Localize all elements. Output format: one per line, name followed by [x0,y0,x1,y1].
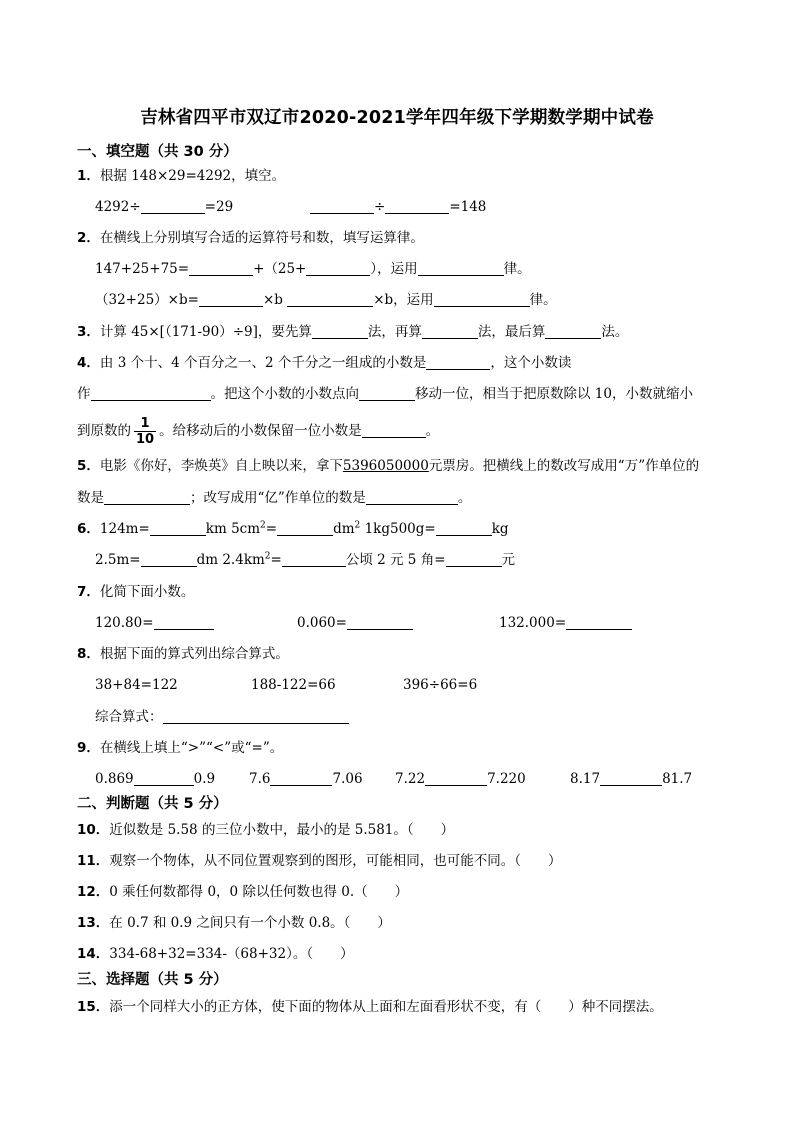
question-1: 1．根据 148×29=4292，填空。 [77,168,286,184]
question-9-blanks: 0.869 0.9 7.6 7.06 7.22 7.220 8.17 81.7 [95,771,693,787]
answer-blank[interactable] [310,198,374,214]
page-title: 吉林省四平市双辽市2020-2021学年四年级下学期数学期中试卷 [140,108,654,128]
question-7-blanks: 120.80= 0.060= 132.000= [0,611,794,635]
answer-blank[interactable] [434,291,530,307]
question-8-combo: 综合算式： [0,705,794,729]
section-heading-true-false: 二、判断题（共 5 分） [77,796,228,812]
answer-blank[interactable] [282,551,346,567]
answer-blank[interactable] [91,385,211,401]
question-2-line-2: （32+25）×b= ×b ×b，运用 律。 [95,292,557,308]
answer-blank[interactable] [189,260,253,276]
question-2-line-1: 147+25+75= +（25+ ），运用 律。 [95,261,531,277]
question-11: 11．观察一个物体，从不同位置观察到的图形，可能相同，也可能不同。（ ） [77,853,562,869]
section-heading-fill-in: 一、填空题（共 30 分） [77,144,238,160]
question-15: 15．添一个同样大小的正方体，使下面的物体从上面和左面看形状不变，有（ ）种不同摆法。 [77,999,663,1015]
answer-blank[interactable] [426,354,490,370]
answer-blank[interactable] [366,489,458,505]
question-5-line-1: 5．电影《你好，李焕英》自上映以来，拿下5396050000元票房。把横线上的数改写成用“万”作单位的 [77,458,700,474]
question-6-line-2: 2.5m= dm $2.4km^2=$ 公顷 2 元 5 角= 元 [95,551,516,568]
answer-blank[interactable] [446,551,502,567]
question-13: 13．在 0.7 和 0.9 之间只有一个小数 0.8。（ ） [77,915,391,931]
answer-blank[interactable] [141,198,205,214]
answer-blank[interactable] [287,291,373,307]
question-7: 7．化简下面小数。 [77,584,195,600]
question-6-line-1: 6．124m= km $5cm^2= dm^2$ 1kg500g= kg [77,520,509,537]
question-12: 12．0 乘任何数都得 0，0 除以任何数也得 0.（ ） [77,884,409,900]
answer-blank[interactable] [545,323,601,339]
question-14: 14．334-68+32=334-（68+32）。（ ） [77,946,354,962]
answer-blank[interactable] [134,770,194,786]
question-1-blanks: 4292÷ =29 ÷ =148 [95,199,487,215]
answer-blank[interactable] [418,260,504,276]
answer-blank[interactable] [422,323,478,339]
question-8-equations: 38+84=122 188-122=66 396÷66=6 [95,677,478,693]
answer-blank[interactable] [436,520,492,536]
answer-blank[interactable] [566,614,632,630]
answer-blank[interactable] [306,260,370,276]
question-9: 9．在横线上填上“>”“<”或“=”。 [77,740,284,756]
fraction: $\frac{1}{10}$ [136,416,155,447]
answer-blank[interactable] [359,385,415,401]
answer-blank[interactable] [163,708,349,724]
answer-blank[interactable] [104,489,190,505]
question-3: 3．计算 45×[（171-90）÷9]，要先算 法，再算 法，最后算 法。 [77,324,629,340]
question-4-line-1: 4．由 3 个十、4 个百分之一、2 个千分之一组成的小数是 ，这个小数读 [77,355,572,371]
answer-blank[interactable] [270,770,332,786]
question-4-line-2: 作 。把这个小数的小数点向 移动一位，相当于把原数除以 10，小数就缩小 [77,386,693,402]
question-8: 8．根据下面的算式列出综合算式。 [77,646,289,662]
section-heading-multiple-choice: 三、选择题（共 5 分） [77,972,228,988]
question-10: 10．近似数是 5.58 的三位小数中，最小的是 5.581。（ ） [77,822,455,838]
answer-blank[interactable] [600,770,662,786]
question-5-line-2: 数是 ；改写成用“亿”作单位的数是 。 [77,490,472,506]
answer-blank[interactable] [385,198,449,214]
answer-blank[interactable] [277,520,333,536]
answer-blank[interactable] [150,520,206,536]
box-office-number: 5396050000 [342,458,429,474]
question-2: 2．在横线上分别填写合适的运算符号和数，填写运算律。 [77,230,424,246]
answer-blank[interactable] [199,291,263,307]
answer-blank[interactable] [347,614,413,630]
answer-blank[interactable] [141,551,197,567]
answer-blank[interactable] [154,614,214,630]
answer-blank[interactable] [425,770,487,786]
answer-blank[interactable] [362,422,426,438]
question-4-line-3: 到原数的 $\frac{1}{10}$ 。给移动后的小数保留一位小数是 。 [77,416,440,447]
answer-blank[interactable] [312,323,368,339]
